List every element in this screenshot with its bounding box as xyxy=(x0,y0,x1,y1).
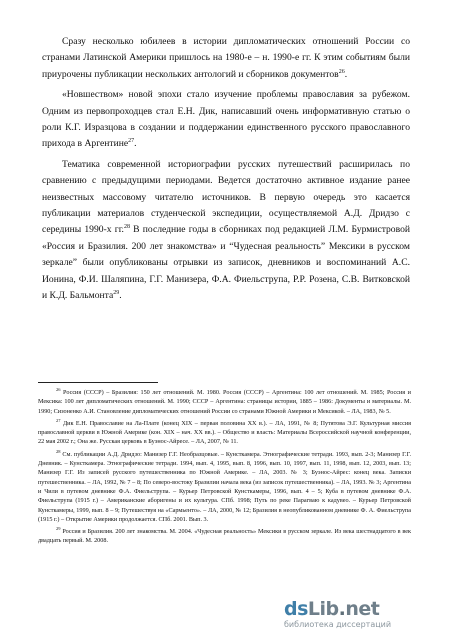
paragraph-1-end: . xyxy=(344,68,348,80)
footnote-27 xyxy=(38,419,411,447)
footnote-text: Дик Е.Н. Православие на Ла-Плате (конец XIX – первая половина XX в.). – ЛА, 1991, № 8; Путятова Э.Г. Культурная миссия православной церкви в Южной Америке (кон. XIX – нач. XX вв.). – Общество и власть: Материалы Всероссийской научной конференции, 22 мая 2002 г.; Она же. Русская церковь в Буэнос-Айресе. – ЛА, 2007, № 11. xyxy=(38,419,412,446)
footnote-text: См. публикации А.Д. Дридзо: Манизер Г.Г. Необразцовые. – Кунсткамера. Этнографические тетради. 1993, вып. 2-3; Манизер Г.Г. Дневник. – Кунсткамера. Этнографические тетради. 1994, вып. 4, 1995, вып. 8, 1996, вып. 10, 1997, вып. 11, 1998, вып. 12, 2003, вып. 13; Манизер Г.Г. Из записей русского путешественника по Южной Америке. – ЛА, 2003. № 3; Буэнос-Айрес: конец века. Записки путешественника. – ЛА, 1992, № 7 – 8; По северо-востоку Бразилии начала века (из записок путешественника). – ЛА, 1993. № 3; Аргентина и Чили в путевом дневнике Ф.А. Фиельструпа. – Курьер Петровской Кунсткамеры, 1996, вып. 4 – 5; Куба в путевом дневнике Ф.А. Фиельструпа (1915 г.) – Американские аборигены и их культура. СПб. 1998; Путь по реке Парагваю к кадувео. – Курьер Петровской Кунсткамеры, 1999, вып. 8 – 9; Путешествуя на «Сармьенто». – ЛА, 2000, № 12; Бразилия в неопубликованном дневнике Ф. А. Фиельструпа (1915 г.) – Открытие Америки продолжается. СПб. 2001. Вып. 3. xyxy=(38,450,412,523)
footnote-number: 29 xyxy=(56,526,61,532)
footnote-ref-29[interactable]: 29 xyxy=(113,289,120,296)
footnote-number: 28 xyxy=(56,448,61,454)
footnotes xyxy=(38,388,411,549)
paragraph-3-text: Тематика современной историографии русских путешествий расширилась по сравнению с предыдущими периодами. Ведется достаточно активное издание ранее неизвестных массовому читателю источников. В первую очередь это касается публикации материалов студенческой экспедиции, осуществляемой А.Д. Дридзо с середины 1990-х гг. xyxy=(42,158,410,236)
paragraph-3-continued: В последние годы в сборниках под редакцией Л.М. Бурмистровой «Россия и Бразилия. 200 лет знакомства» и “Чудесная реальность” Мексики в русском зеркале” были опубликованы отрывки из записок, дневников и воспоминаний А.С. Ионина, Ф.И. Шаляпина, Г.Г. Манизера, Ф.А. Фиельструпа, Р.Р. Розена, С.В. Витковской и К.Д. Бальмонта xyxy=(42,224,410,302)
logo-dot: . xyxy=(338,598,346,620)
footnote-ref-26[interactable]: 26 xyxy=(338,68,345,75)
footnote-28 xyxy=(38,450,411,524)
footnote-ref-27[interactable]: 27 xyxy=(128,138,135,145)
watermark-logo xyxy=(284,598,379,620)
logo-lib: Lib xyxy=(307,598,339,620)
paragraph-2-text: «Новшеством» новой эпохи стало изучение проблемы православия за рубежом. Одним из первопроходцев стал Е.Н. Дик, написавший очень информативную статью о роли К.Г. Изразцова в создании и поддержании единственного русского православного прихода в Аргентине xyxy=(42,89,410,150)
footnote-text: Россия (СССР) – Бразилия: 150 лет отношений. М. 1980. Россия (СССР) – Аргентина: 100 лет отношений. М. 1985; Россия и Мексика: 100 лет дипломатических отношений. М. 1990; СССР – Аргентина: страницы истории, 1885 – 1986: Документы и материалы. М. 1990; Сизоненко А.И. Становление дипломатических отношений России со странами Южной Америки и Мексикой. – ЛА, 1983, № 5. xyxy=(38,389,411,415)
paragraph-2 xyxy=(42,87,410,153)
footnote-26 xyxy=(38,388,411,416)
paragraph-2-end: . xyxy=(134,138,137,150)
footnote-text: Россия и Бразилия. 200 лет знакомства. М. 2004. «Чудесная реальность» Мексики в русском зеркале. Из века шестнадцатого в век двадцать первый. М. 2008. xyxy=(38,528,412,545)
paragraph-3-end: . xyxy=(119,290,122,302)
paragraph-1-text: Сразу несколько юбилеев в истории дипломатических отношений России со странами Латинской Америки пришлось на 1980-е – н. 1990-е гг. К этим событиям были приурочены публикации нескольких антологий и сборников документов xyxy=(42,36,410,80)
footnote-number: 27 xyxy=(56,417,61,423)
footnote-number: 26 xyxy=(56,386,61,392)
paragraph-1 xyxy=(42,34,410,83)
logo-ds: ds xyxy=(284,598,308,620)
logo-net: net xyxy=(345,598,380,620)
footnote-29 xyxy=(38,527,411,546)
watermark-subtitle: библиотека диссертаций xyxy=(284,620,392,629)
footnote-ref-28[interactable]: 28 xyxy=(123,224,130,231)
paragraph-3 xyxy=(42,157,410,305)
main-text xyxy=(42,34,410,309)
watermark xyxy=(284,596,434,630)
footnote-separator xyxy=(38,382,158,383)
